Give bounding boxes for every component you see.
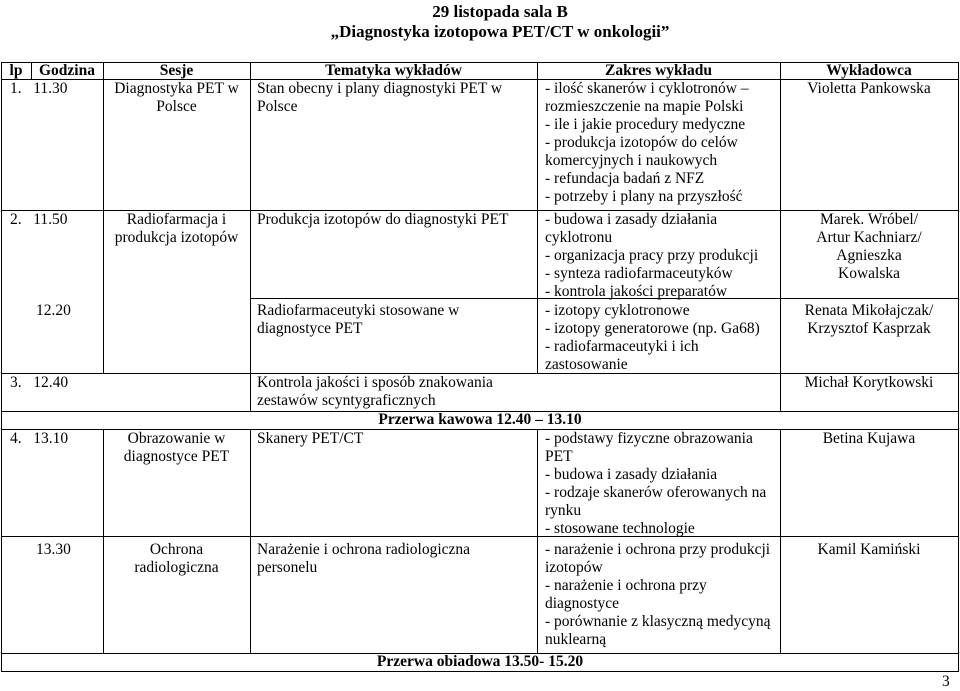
row1-scope-line5: komercyjnych i naukowych [545, 152, 718, 169]
row5-time: 13.30 [36, 541, 71, 558]
row5-scope-line3: - narażenie i ochrona przy [545, 577, 707, 594]
row2b-time: 12.20 [36, 302, 71, 319]
row5-scope-line2: izotopów [545, 559, 603, 576]
row2b-scope-line1: - izotopy cyklotronowe [545, 302, 690, 319]
row4-session-line2: diagnostyce PET [123, 448, 230, 465]
row5-scope-line1: - narażenie i ochrona przy produkcji [545, 541, 771, 558]
row1-topic-line2: Polsce [257, 98, 298, 115]
row1-session-line2: Polsce [156, 98, 197, 115]
row1-scope-line6: - refundacja badań z NFZ [545, 170, 705, 187]
row4-scope-line5: rynku [545, 502, 582, 519]
row4-scope-line4: - rodzaje skanerów oferowanych na [545, 484, 767, 501]
row2b-topic-line2: diagnostyce PET [257, 320, 363, 337]
header-tematyka: Tematyka wykładów [325, 62, 462, 79]
row2b-scope-line2: - izotopy generatorowe (np. Ga68) [545, 320, 760, 337]
row5-scope-line4: diagnostyce [545, 595, 620, 612]
row2-topic: Produkcja izotopów do diagnostyki PET [257, 211, 509, 228]
row2-lecturer-line2: Artur Kachniarz/ [816, 229, 922, 246]
row2-session-line1: Radiofarmacja i [126, 211, 227, 228]
row1-scope-line2: rozmieszczenie na mapie Polski [545, 98, 744, 115]
row2-lecturer-line3: Agnieszka [836, 247, 902, 264]
lunch-break: Przerwa obiadowa 13.50- 15.20 [376, 653, 584, 670]
table-border-right [958, 62, 959, 671]
row1-lecturer: Violetta Pankowska [807, 80, 931, 97]
row1-lp-time: 1. 11.30 [10, 80, 68, 97]
row4-session-line1: Obrazowanie w [127, 430, 226, 447]
title-conference: „Diagnostyka izotopowa PET/CT w onkologii” [330, 22, 670, 41]
row5-topic-line1: Narażenie i ochrona radiologiczna [257, 541, 471, 558]
col-divider [250, 429, 251, 653]
row2-scope-line5: - kontrola jakości preparatów [545, 283, 728, 300]
row1-scope-line7: - potrzeby i plany na przyszłość [545, 188, 743, 205]
row4-scope-line2: PET [545, 448, 573, 465]
row2-scope-line3: - organizacja pracy przy produkcji [545, 247, 759, 264]
row5-session-line2: radiologiczna [134, 559, 219, 576]
header-lp: lp [9, 62, 23, 79]
row4-lp-time: 4. 13.10 [10, 430, 69, 447]
row3-topic-line2: zestawów scyntygraficznych [257, 392, 436, 409]
table-border-left [1, 62, 2, 671]
row5-session-line1: Ochrona [149, 541, 204, 558]
row2-lecturer-line1: Marek. Wróbel/ [819, 211, 919, 228]
row2b-scope-line3: - radiofarmaceutyki i ich [545, 338, 699, 355]
row-divider [1, 536, 959, 537]
row2-scope-line4: - synteza radiofarmaceutyków [545, 265, 733, 282]
row2b-lecturer-line2: Krzysztof Kasprzak [807, 320, 931, 337]
row2b-lecturer-line1: Renata Mikołajczak/ [804, 302, 934, 319]
row4-scope-line1: - podstawy fizyczne obrazowania [545, 430, 753, 447]
row4-lecturer: Betina Kujawa [822, 430, 916, 447]
row5-scope-line6: nuklearną [545, 631, 607, 648]
row2-scope-line2: cyklotronu [545, 229, 613, 246]
header-godzina: Godzina [39, 62, 95, 79]
row2-lp-time: 2. 11.50 [10, 211, 68, 228]
row4-scope-line6: - stosowane technologie [545, 520, 695, 537]
page-number: 3 [942, 673, 950, 690]
table-border-bottom [1, 671, 959, 672]
row1-session-line1: Diagnostyka PET w [114, 80, 239, 97]
title-date-room: 29 listopada sala B [432, 2, 568, 21]
row2b-scope-line4: zastosowanie [545, 356, 628, 373]
coffee-break: Przerwa kawowa 12.40 – 13.10 [378, 411, 582, 428]
col-divider [537, 62, 538, 373]
row5-topic-line2: personelu [257, 559, 318, 576]
header-sesje: Sesje [159, 62, 194, 79]
row2-lecturer-line4: Kowalska [838, 265, 900, 282]
row4-topic: Skanery PET/CT [257, 430, 364, 447]
row1-scope-line3: - ile i jakie procedury medyczne [545, 116, 746, 133]
row2-scope-line1: - budowa i zasady działania [545, 211, 718, 228]
row2-session-line2: produkcja izotopów [114, 229, 239, 246]
row4-scope-line3: - budowa i zasady działania [545, 466, 718, 483]
row5-scope-line5: - porównanie z klasyczną medycyną [545, 613, 771, 630]
row2b-topic-line1: Radiofarmaceutyki stosowane w [257, 302, 460, 319]
row3-lecturer: Michał Korytkowski [804, 374, 934, 391]
col-divider [537, 429, 538, 653]
header-zakres: Zakres wykładu [605, 62, 712, 79]
row3-lp-time: 3. 12.40 [10, 374, 69, 391]
row1-scope-line4: - produkcja izotopów do celów [545, 134, 738, 151]
header-wykladowca: Wykładowca [826, 62, 912, 79]
row1-scope-line1: - ilość skanerów i cyklotronów – [545, 80, 749, 97]
row3-topic-line1: Kontrola jakości i sposób znakowania [257, 374, 493, 391]
col-divider [250, 62, 251, 411]
row5-lecturer: Kamil Kamiński [817, 541, 921, 558]
row1-topic-line1: Stan obecny i plany diagnostyki PET w [257, 80, 503, 97]
